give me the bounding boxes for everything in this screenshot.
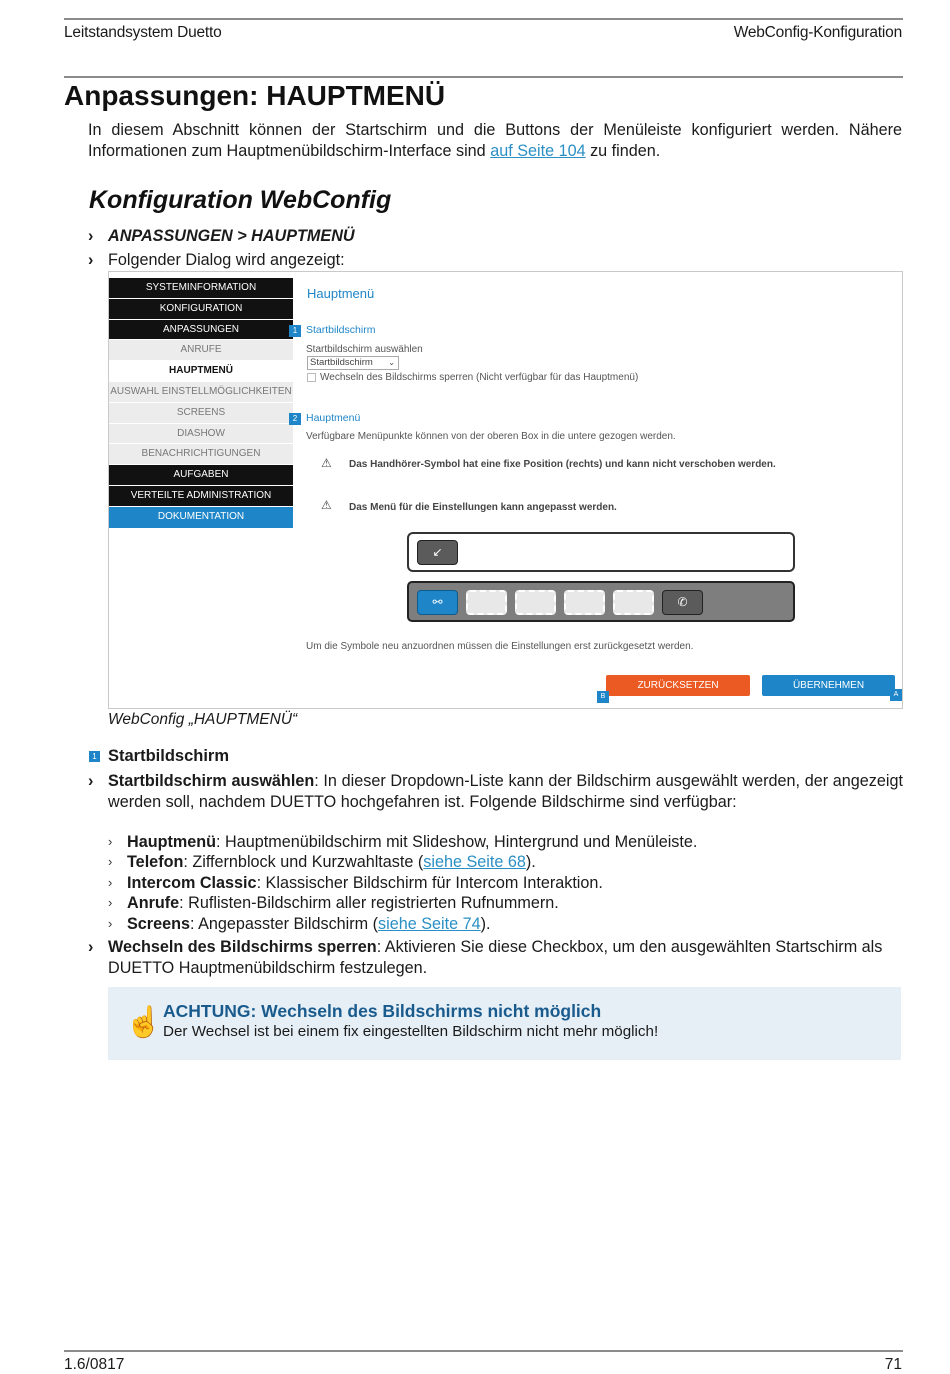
- option-text: : Klassischer Bildschirm für Intercom Interaktion.: [256, 874, 603, 892]
- chevron-right-icon: ›: [88, 227, 94, 245]
- callout-title: ACHTUNG: Wechseln des Bildschirms nicht möglich: [163, 1001, 602, 1021]
- intro-text: In diesem Abschnitt können der Startschirm und die Buttons der Menüleiste konfiguriert werden. Nähere Informationen zum Hauptmenübildschirm-Interface sind: [88, 121, 902, 160]
- chevron-right-outline-icon: ›: [108, 875, 113, 890]
- page-title: Anpassungen: HAUPTMENÜ: [64, 80, 446, 111]
- option-name: Hauptmenü: [127, 833, 217, 851]
- warning-triangle-icon: ⚠: [321, 498, 332, 512]
- webconfig-screenshot: [108, 271, 903, 709]
- step-path-text: ANPASSUNGEN > HAUPTMENÜ: [108, 227, 355, 245]
- screen-option-item: [108, 893, 903, 914]
- pointing-hand-icon: ☝: [125, 1006, 163, 1039]
- menu-item-verteilte-administration[interactable]: VERTEILTE ADMINISTRATION: [109, 486, 293, 507]
- menu-item-screens[interactable]: SCREENS: [109, 403, 293, 424]
- apply-button[interactable]: ÜBERNEHMEN: [762, 675, 895, 696]
- menu-item-benachrichtigungen[interactable]: BENACHRICHTIGUNGEN: [109, 444, 293, 465]
- webconfig-sidebar-menu: [109, 278, 293, 528]
- item1-bold: Startbildschirm auswählen: [108, 772, 315, 790]
- menu-item-dokumentation[interactable]: DOKUMENTATION: [109, 507, 293, 528]
- item-lock-screen: [88, 937, 903, 979]
- screen-option-item: [108, 914, 903, 935]
- callout-badge-2: 2: [289, 413, 301, 425]
- empty-slot[interactable]: [515, 590, 556, 615]
- chevron-right-outline-icon: ›: [108, 854, 113, 869]
- attention-callout: [108, 987, 901, 1060]
- panel-title: Hauptmenü: [307, 286, 375, 301]
- callout-badge-b: B: [597, 691, 609, 703]
- step-path: [88, 226, 903, 247]
- reset-button[interactable]: ZURÜCKSETZEN: [606, 675, 750, 696]
- header-top-rule: [64, 18, 903, 20]
- option-name: Intercom Classic: [127, 874, 257, 892]
- chevron-right-outline-icon: ›: [108, 834, 113, 849]
- warning-handset: Das Handhörer-Symbol hat eine fixe Position (rechts) und kann nicht verschoben werden.: [349, 459, 776, 470]
- option-name: Anrufe: [127, 894, 180, 912]
- hauptmenu-section-title: Hauptmenü: [306, 412, 361, 424]
- lock-screen-label: Wechseln des Bildschirms sperren (Nicht verfügbar für das Hauptmenü): [320, 372, 639, 383]
- intro-page-link[interactable]: auf Seite 104: [490, 142, 586, 160]
- empty-slot[interactable]: [613, 590, 654, 615]
- callout-body: Der Wechsel ist bei einem fix eingestellten Bildschirm nicht mehr möglich!: [163, 1023, 659, 1040]
- option-text: : Ruflisten-Bildschirm aller registrierten Rufnummern.: [179, 894, 559, 912]
- chevron-down-icon: ⌄: [388, 358, 395, 367]
- menu-item-aufgaben[interactable]: AUFGABEN: [109, 465, 293, 486]
- header-doc-title: Leitstandsystem Duetto: [64, 24, 222, 41]
- footer-rule: [64, 1350, 903, 1352]
- menu-item-auswahl-einstellmöglichkeiten[interactable]: AUSWAHL EINSTELLMÖGLICHKEITEN: [109, 382, 293, 403]
- figure-caption: WebConfig „HAUPTMENÜ“: [108, 711, 298, 728]
- step-dialog-text: Folgender Dialog wird angezeigt:: [108, 251, 345, 269]
- option-text: : Ziffernblock und Kurzwahltaste (: [183, 853, 424, 871]
- chevron-right-outline-icon: ›: [108, 916, 113, 931]
- available-items-box[interactable]: [407, 532, 795, 572]
- item1-text: : In dieser Dropdown-Liste kann der Bildschirm ausgewählt werden, der angezeigt werden soll, nachdem DUETTO hochgefahren ist. Folgende Bildschirme sind verfügbar:: [108, 772, 903, 811]
- option-text: : Hauptmenübildschirm mit Slideshow, Hintergrund und Menüleiste.: [216, 833, 698, 851]
- callout-badge-1: 1: [289, 325, 301, 337]
- menu-item-systeminformation[interactable]: SYSTEMINFORMATION: [109, 278, 293, 299]
- item-select-startscreen: [88, 771, 903, 813]
- warning-triangle-icon: ⚠: [321, 456, 332, 470]
- warning-settings: Das Menü für die Einstellungen kann angepasst werden.: [349, 502, 617, 513]
- startbildschirm-heading: Startbildschirm: [108, 747, 230, 765]
- lock-screen-checkbox[interactable]: [307, 373, 316, 382]
- hauptmenu-description: Verfügbare Menüpunkte können von der oberen Box in die untere gezogen werden.: [306, 431, 676, 442]
- screen-option-item: [108, 832, 903, 853]
- startbildschirm-select-value: Startbildschirm: [310, 357, 373, 368]
- chevron-right-outline-icon: ›: [108, 895, 113, 910]
- startbildschirm-select[interactable]: [307, 356, 399, 370]
- step-dialog: [88, 250, 903, 271]
- option-page-link[interactable]: siehe Seite 68: [423, 853, 526, 871]
- footer-version: 1.6/0817: [64, 1356, 125, 1373]
- handset-icon: ✆: [662, 590, 703, 615]
- screen-option-item: [108, 873, 903, 894]
- option-after: ).: [480, 915, 491, 933]
- callout-badge-a: A: [890, 689, 902, 701]
- option-name: Screens: [127, 915, 190, 933]
- item2-bold: Wechseln des Bildschirms sperren: [108, 938, 377, 956]
- empty-slot[interactable]: [564, 590, 605, 615]
- option-text: : Angepasster Bildschirm (: [190, 915, 379, 933]
- intro-after: zu finden.: [585, 142, 661, 160]
- startbildschirm-select-label: Startbildschirm auswählen: [306, 344, 423, 355]
- footer-page-number: 71: [884, 1356, 902, 1373]
- screen-option-item: [108, 852, 903, 873]
- rearrange-hint: Um die Symbole neu anzuordnen müssen die Einstellungen erst zurückgesetzt werden.: [306, 641, 694, 652]
- item2-text: : Aktivieren Sie diese Checkbox, um den ausgewählten Startschirm als DUETTO Hauptmenübildschirm festzulegen.: [108, 938, 883, 977]
- menu-item-anpassungen[interactable]: ANPASSUNGEN: [109, 320, 293, 341]
- menu-bar-box[interactable]: [407, 581, 795, 622]
- chevron-right-icon: ›: [88, 772, 94, 790]
- option-name: Telefon: [127, 853, 184, 871]
- startbildschirm-section-title: Startbildschirm: [306, 324, 376, 336]
- settings-link-icon[interactable]: ⚯: [417, 590, 458, 615]
- chevron-right-icon: ›: [88, 251, 94, 269]
- intro-paragraph: [88, 120, 902, 162]
- section-subtitle: Konfiguration WebConfig: [89, 186, 392, 214]
- arrow-down-left-icon[interactable]: ↙: [417, 540, 458, 565]
- empty-slot[interactable]: [466, 590, 507, 615]
- menu-item-hauptmenü[interactable]: HAUPTMENÜ: [109, 361, 293, 382]
- menu-item-konfiguration[interactable]: KONFIGURATION: [109, 299, 293, 320]
- option-after: ).: [525, 853, 536, 871]
- header-chapter: WebConfig-Konfiguration: [733, 24, 902, 41]
- chevron-right-icon: ›: [88, 938, 94, 956]
- menu-item-diashow[interactable]: DIASHOW: [109, 424, 293, 445]
- menu-item-anrufe[interactable]: ANRUFE: [109, 340, 293, 361]
- header-bottom-rule: [64, 76, 903, 78]
- option-page-link[interactable]: siehe Seite 74: [378, 915, 481, 933]
- section-badge-1: 1: [89, 751, 100, 762]
